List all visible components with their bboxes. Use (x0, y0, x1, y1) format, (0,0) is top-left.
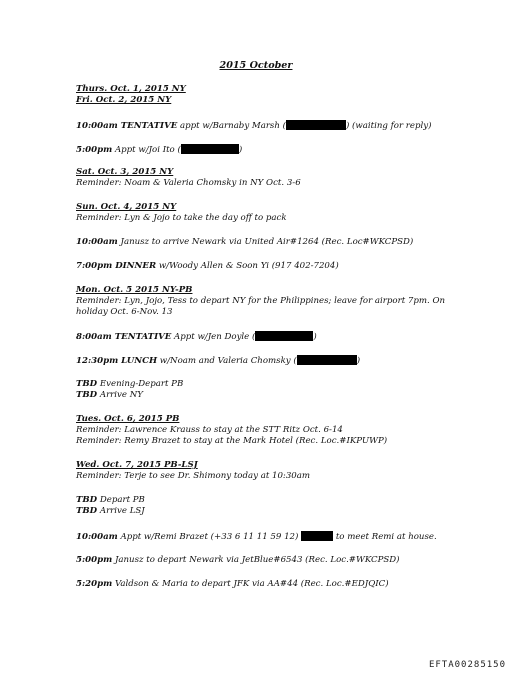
date-fri-oct-2: Fri. Oct. 2, 2015 NY (76, 95, 172, 105)
entry-text: Appt w/Joi Ito ( (112, 145, 181, 155)
entry-dinner-woody-allen (76, 261, 339, 272)
redaction-box (181, 144, 239, 154)
entry-text: w/Noam and Valeria Chomsky ( (157, 356, 297, 366)
entry-text: Depart PB (97, 495, 145, 505)
entry-barnaby-marsh (76, 120, 431, 132)
entry-time: 12:30pm LUNCH (76, 356, 158, 366)
entry-text: Janusz to arrive Newark via United Air#1264 (Rec. Loc#WKCPSD) (117, 237, 414, 247)
entry-time: 10:00am TENTATIVE (76, 121, 178, 131)
entry-text: Arrive NY (97, 390, 143, 400)
entry-time: 5:00pm (76, 145, 113, 155)
entry-time: 5:00pm (76, 555, 113, 565)
reminder-krauss: Reminder: Lawrence Krauss to stay at the STT Ritz Oct. 6-14 (76, 425, 343, 435)
entry-janusz-depart (76, 555, 400, 566)
entry-time: 8:00am TENTATIVE (76, 332, 172, 342)
entry-tbd-arrive-lsj (76, 506, 145, 517)
entry-text: Janusz to depart Newark via JetBlue#6543 (Rec. Loc.#WKCPSD) (112, 555, 400, 565)
entry-tbd-arrive-ny (76, 390, 143, 401)
entry-time: 7:00pm DINNER (76, 261, 157, 271)
reminder-philippines-2: holiday Oct. 6-Nov. 13 (76, 307, 173, 317)
reminder-lyn-jojo: Reminder: Lyn & Jojo to take the day off to pack (76, 213, 287, 223)
entry-time: 5:20pm (76, 579, 113, 589)
entry-text: ) (238, 145, 243, 155)
date-mon-oct-5: Mon. Oct. 5 2015 NY-PB (76, 285, 193, 295)
reminder-brazet: Reminder: Remy Brazet to stay at the Mark Hotel (Rec. Loc.#IKPUWP) (76, 436, 388, 446)
entry-text: Arrive LSJ (97, 506, 145, 516)
entry-text: ) (313, 332, 317, 342)
redaction-box (286, 120, 346, 130)
entry-tbd-depart-pb (76, 379, 183, 390)
entry-tbd-depart-pb-2 (76, 495, 145, 506)
date-sun-oct-4: Sun. Oct. 4, 2015 NY (76, 202, 177, 212)
entry-text: Appt w/Remi Brazet (+33 6 11 11 59 12) (117, 532, 302, 542)
date-tue-oct-6: Tues. Oct. 6, 2015 PB (76, 414, 180, 424)
entry-valdson-maria (76, 579, 389, 590)
entry-text: appt w/Barnaby Marsh ( (177, 121, 286, 131)
redaction-box (255, 331, 313, 341)
document-id-footer: EFTA00285150 (428, 660, 506, 670)
reminder-philippines-1: Reminder: Lyn, Jojo, Tess to depart NY for the Philippines; leave for airport 7pm. On (76, 296, 446, 306)
entry-time: TBD (76, 506, 98, 516)
entry-lunch-chomsky (76, 355, 360, 367)
entry-time: TBD (76, 379, 98, 389)
date-sat-oct-3: Sat. Oct. 3, 2015 NY (76, 167, 174, 177)
date-wed-oct-7: Wed. Oct. 7, 2015 PB-LSJ (76, 460, 198, 470)
entry-joi-ito (76, 144, 242, 156)
entry-text: ) (waiting for reply) (345, 121, 432, 131)
reminder-chomsky: Reminder: Noam & Valeria Chomsky in NY Oct. 3-6 (76, 178, 301, 188)
date-thu-oct-1: Thurs. Oct. 1, 2015 NY (76, 84, 186, 94)
entry-text: w/Woody Allen & Soon Yi (917 402-7204) (156, 261, 339, 271)
entry-text: Valdson & Maria to depart JFK via AA#44 (Rec. Loc.#EDJQIC) (112, 579, 389, 589)
redaction-box (297, 355, 357, 365)
entry-janusz-arrive (76, 237, 413, 248)
reminder-terje: Reminder: Terje to see Dr. Shimony today at 10:30am (76, 471, 311, 481)
entry-time: 10:00am (76, 237, 118, 247)
entry-time: TBD (76, 390, 98, 400)
entry-time: TBD (76, 495, 98, 505)
entry-jen-doyle (76, 331, 317, 343)
entry-remi-brazet (76, 531, 437, 543)
entry-text: Appt w/Jen Doyle ( (171, 332, 256, 342)
redaction-box (301, 531, 333, 541)
page-title: 2015 October (219, 60, 293, 71)
entry-time: 10:00am (76, 532, 118, 542)
entry-text: ) (356, 356, 361, 366)
entry-text: Evening-Depart PB (97, 379, 184, 389)
entry-text: to meet Remi at house. (333, 532, 437, 542)
